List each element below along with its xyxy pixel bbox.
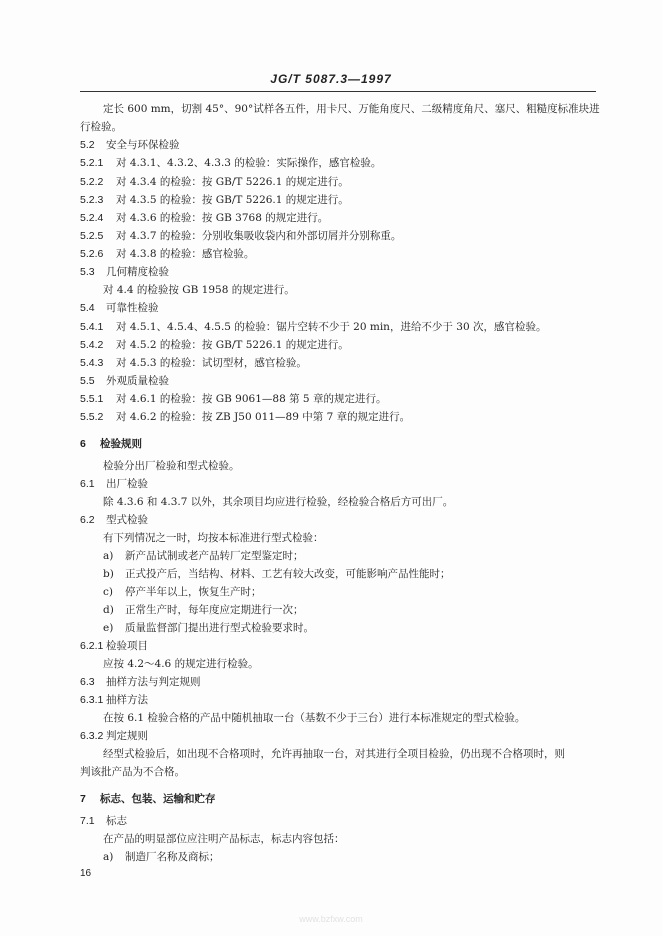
section-title: 抽样方法与判定规则 [106,676,201,688]
paragraph-line: 定长 600 mm，切割 45°、90°试样各五件，用卡尺、万能角度尺、二级精度角尺、塞尺、粗糙度标准块进 [103,103,600,115]
clause-number: 5.2.6 [80,248,104,260]
list-item [103,549,304,563]
section-number: 6.2 [80,514,95,526]
chapter-title: 标志、包装、运输和贮存 [100,793,216,805]
clause-number: 5.4.2 [80,339,104,351]
paragraph-line: 应按 4.2～4.6 的规定进行检验。 [103,658,259,670]
clause-number: 5.2.5 [80,230,104,242]
clause-5-5-2 [80,410,410,424]
section-heading-6-2-1 [80,639,148,653]
paragraph-line: 在产品的明显部位应注明产品标志，标志内容包括： [103,833,345,845]
list-marker: d) [103,604,114,616]
clause-5-4-1 [80,320,546,334]
clause-text: 对 4.6.2 的检验：按 ZB J50 011—89 中第 7 章的规定进行。 [116,411,411,423]
clause-text: 对 4.5.1、4.5.4、4.5.5 的检验：锯片空转不少于 20 min，进给不少于 30 次，感官检验。 [116,321,547,333]
section-heading-6-3-1 [80,693,148,707]
list-item-text: 正式投产后，当结构、材料、工艺有较大改变，可能影响产品性能时； [125,568,451,580]
section-heading-7-1 [80,814,127,828]
section-number: 6.3.2 [80,730,104,742]
section-heading-6-2 [80,513,148,527]
list-item [103,621,314,635]
section-heading-6-3 [80,675,201,689]
page-number: 16 [80,868,92,879]
section-number: 6.3 [80,676,95,688]
list-item [103,567,451,581]
chapter-heading-6 [80,437,142,451]
section-title: 判定规则 [106,730,148,742]
list-marker: b) [103,568,114,580]
list-item-text: 停产半年以上，恢复生产时； [125,586,262,598]
section-number: 6.3.1 [80,694,104,706]
list-marker: c) [103,586,113,598]
section-heading-5-2 [80,138,180,152]
clause-text: 对 4.3.4 的检验：按 GB/T 5226.1 的规定进行。 [116,176,349,188]
clause-5-5-1 [80,392,386,406]
clause-5-2-6 [80,247,254,261]
chapter-heading-7 [80,792,216,806]
section-number: 5.5 [80,375,95,387]
clause-text: 对 4.3.7 的检验：分别收集吸收袋内和外部切屑并分别称重。 [116,230,402,242]
section-number: 5.2 [80,139,95,151]
paragraph-line: 对 4.4 的检验按 GB 1958 的规定进行。 [103,284,295,296]
section-number: 7.1 [80,815,95,827]
clause-text: 对 4.3.6 的检验：按 GB 3768 的规定进行。 [116,212,329,224]
section-heading-5-5 [80,374,169,388]
clause-5-2-2 [80,175,349,189]
list-marker: a) [103,550,114,562]
section-number: 5.4 [80,302,95,314]
section-title: 外观质量检验 [106,375,169,387]
paragraph-line: 检验分出厂检验和型式检验。 [103,460,240,472]
section-heading-6-3-2 [80,729,148,743]
clause-number: 5.4.1 [80,321,104,333]
list-item [103,850,220,864]
clause-number: 5.2.1 [80,157,104,169]
clause-5-4-3 [80,356,307,370]
list-marker: a) [103,851,114,863]
list-item [103,585,262,599]
clause-5-2-4 [80,211,328,225]
list-item-text: 质量监督部门提出进行型式检验要求时。 [125,622,314,634]
section-title: 可靠性检验 [106,302,159,314]
clause-text: 对 4.5.3 的检验：试切型材，感官检验。 [116,357,307,369]
clause-5-2-5 [80,229,401,243]
clause-5-2-3 [80,193,349,207]
section-title: 安全与环保检验 [106,139,180,151]
paragraph-line: 判该批产品为不合格。 [80,766,185,778]
list-item-text: 制造厂名称及商标； [125,851,220,863]
paragraph-line: 行检验。 [80,121,122,133]
section-title: 几何精度检验 [106,266,169,278]
section-number: 6.2.1 [80,640,104,652]
chapter-number: 6 [80,438,86,450]
clause-5-2-1 [80,156,381,170]
clause-text: 对 4.3.8 的检验：感官检验。 [116,248,255,260]
document-header: JG/T 5087.3—1997 [270,72,392,86]
list-marker: e) [103,622,114,634]
paragraph-line: 除 4.3.6 和 4.3.7 以外，其余项目均应进行检验，经检验合格后方可出厂。 [103,496,454,508]
list-item [103,603,304,617]
clause-text: 对 4.5.2 的检验：按 GB/T 5226.1 的规定进行。 [116,339,349,351]
clause-number: 5.2.4 [80,212,104,224]
list-item-text: 正常生产时，每年度应定期进行一次； [125,604,304,616]
section-number: 6.1 [80,478,95,490]
clause-number: 5.5.2 [80,411,104,423]
section-title: 检验项目 [106,640,148,652]
section-number: 5.3 [80,266,95,278]
section-title: 标志 [106,815,127,827]
watermark-text: www.bzfxw.com [299,914,363,924]
chapter-title: 检验规则 [100,438,142,450]
section-title: 抽样方法 [106,694,148,706]
header-divider [80,91,596,92]
section-heading-5-3 [80,265,169,279]
section-heading-6-1 [80,477,148,491]
paragraph-line: 经型式检验后，如出现不合格项时，允许再抽取一台，对其进行全项目检验，仍出现不合格项时，则 [103,748,565,760]
chapter-number: 7 [80,793,86,805]
paragraph-line: 在按 6.1 检验合格的产品中随机抽取一台（基数不少于三台）进行本标准规定的型式检验。 [103,712,526,724]
section-title: 型式检验 [106,514,148,526]
clause-text: 对 4.3.5 的检验：按 GB/T 5226.1 的规定进行。 [116,194,349,206]
list-item-text: 新产品试制或老产品转厂定型鉴定时； [125,550,304,562]
clause-5-4-2 [80,338,349,352]
clause-number: 5.2.2 [80,176,104,188]
clause-text: 对 4.3.1、4.3.2、4.3.3 的检验：实际操作，感官检验。 [116,157,382,169]
clause-number: 5.4.3 [80,357,104,369]
clause-number: 5.2.3 [80,194,104,206]
section-title: 出厂检验 [106,478,148,490]
clause-number: 5.5.1 [80,393,104,405]
paragraph-line: 有下列情况之一时，均按本标准进行型式检验： [103,532,324,544]
section-heading-5-4 [80,301,159,315]
clause-text: 对 4.6.1 的检验：按 GB 9061—88 第 5 章的规定进行。 [116,393,387,405]
